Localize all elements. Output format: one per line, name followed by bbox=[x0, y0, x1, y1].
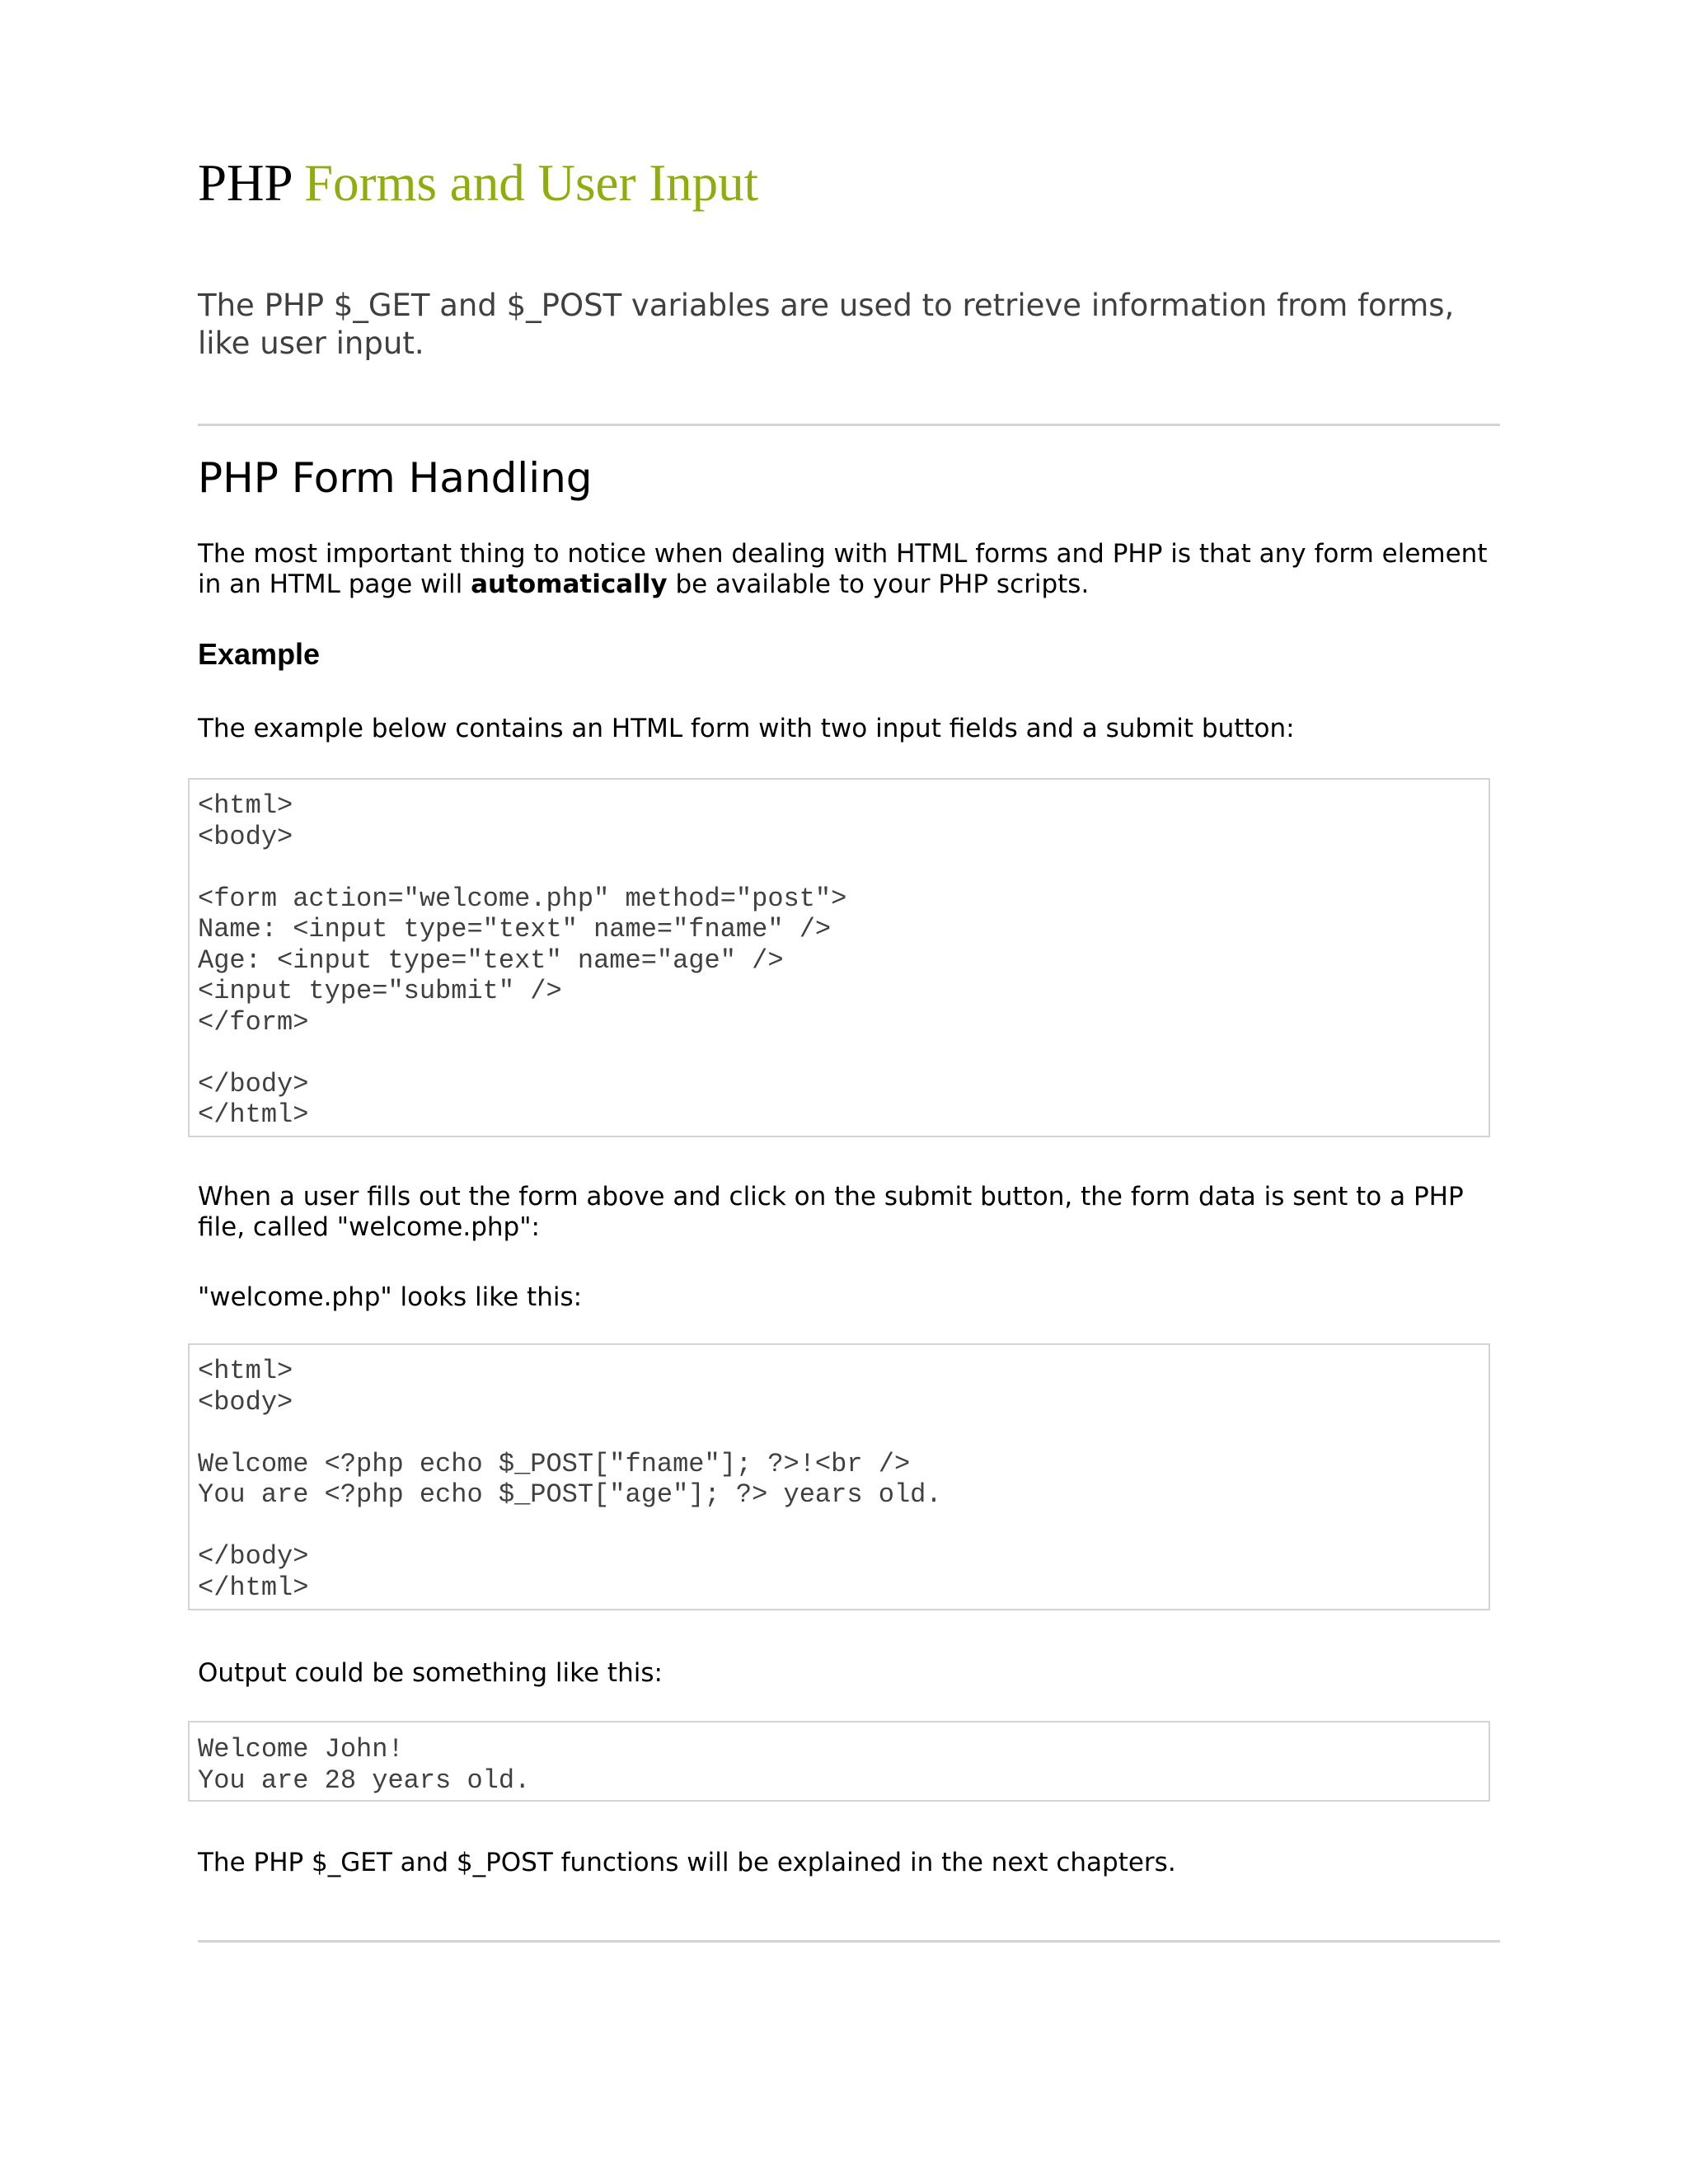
code-line bbox=[198, 1511, 1489, 1542]
welcome-code-block bbox=[188, 1343, 1490, 1610]
code-line: <input type="submit" /> bbox=[198, 976, 562, 1006]
page-title bbox=[198, 150, 758, 216]
code-line bbox=[198, 1038, 1489, 1069]
intro-paragraph: The PHP $_GET and $_POST variables are used to retrieve information from forms, like user input. bbox=[198, 288, 1455, 361]
paragraph-text-before: The most important thing to notice when dealing with HTML forms and PHP is that any form element in an HTML page will bbox=[198, 539, 1488, 599]
code-line bbox=[198, 852, 1489, 883]
example-description: The example below contains an HTML form with two input fields and a submit button: bbox=[198, 714, 1295, 743]
page-title-rest: Forms and User Input bbox=[303, 154, 759, 212]
output-code-block bbox=[188, 1721, 1490, 1802]
code-line: <body> bbox=[198, 1386, 293, 1418]
code-line: Name: <input type="text" name="fname" /> bbox=[198, 914, 832, 944]
code-line: Welcome <?php echo $_POST["fname"]; ?>!<br /> bbox=[198, 1448, 911, 1479]
top-divider bbox=[198, 424, 1500, 426]
code-line: You are <?php echo $_POST["age"]; ?> years old. bbox=[198, 1479, 942, 1510]
code-line bbox=[198, 1418, 1489, 1449]
example-heading: Example bbox=[198, 637, 321, 671]
code-line: <html> bbox=[198, 790, 293, 821]
code-line: </body> bbox=[198, 1068, 309, 1099]
code-line: Welcome John! bbox=[198, 1734, 404, 1765]
submit-explanation: When a user fills out the form above and click on the submit button, the form data is sent to a PHP file, called "welcome.php": bbox=[198, 1182, 1464, 1242]
code-line: </html> bbox=[198, 1572, 309, 1603]
output-intro: Output could be something like this: bbox=[198, 1658, 663, 1688]
code-line: </form> bbox=[198, 1006, 309, 1038]
code-line: </html> bbox=[198, 1099, 309, 1130]
paragraph-emphasis: automatically bbox=[471, 569, 668, 599]
section-heading: PHP Form Handling bbox=[198, 454, 593, 502]
bottom-divider bbox=[198, 1940, 1500, 1943]
code-line: <body> bbox=[198, 821, 293, 852]
code-line: </body> bbox=[198, 1541, 309, 1572]
code-line: <form action="welcome.php" method="post"> bbox=[198, 883, 847, 914]
welcome-intro: "welcome.php" looks like this: bbox=[198, 1282, 583, 1312]
form-handling-paragraph bbox=[198, 539, 1500, 600]
page-title-prefix: PHP bbox=[198, 154, 292, 212]
paragraph-text-after: be available to your PHP scripts. bbox=[667, 569, 1090, 599]
closing-paragraph: The PHP $_GET and $_POST functions will be explained in the next chapters. bbox=[198, 1848, 1176, 1877]
code-line: You are 28 years old. bbox=[198, 1765, 531, 1796]
code-line: Age: <input type="text" name="age" /> bbox=[198, 944, 784, 976]
code-line: <html> bbox=[198, 1356, 293, 1386]
form-code-block bbox=[188, 778, 1490, 1137]
